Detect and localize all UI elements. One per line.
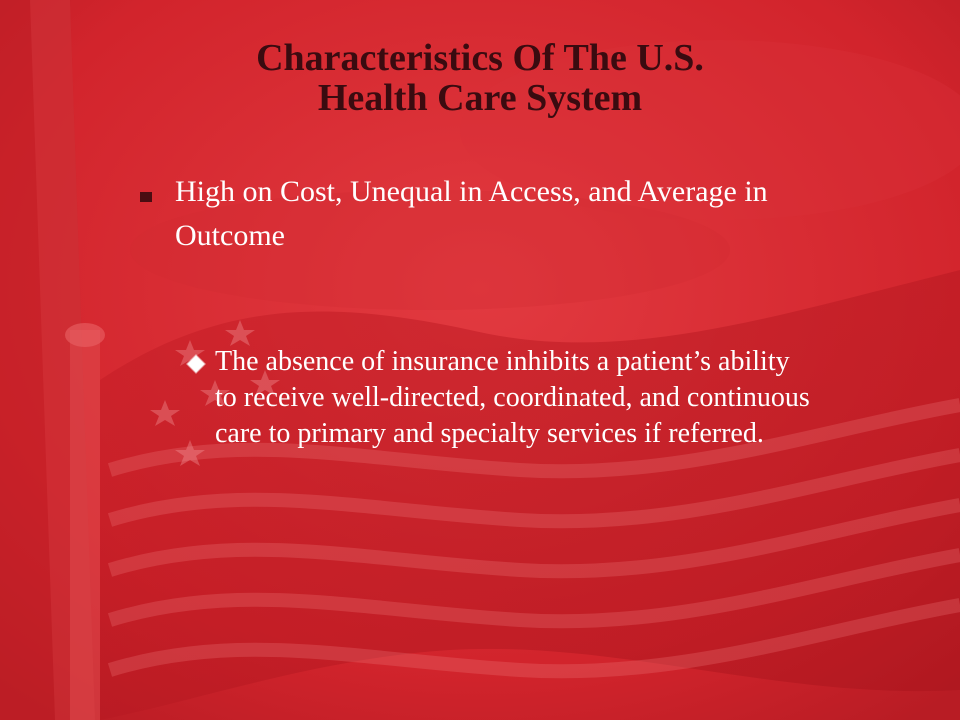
slide-title-line-2: Health Care System (317, 77, 643, 119)
slide-title-line-1: Characteristics Of The U.S. (256, 37, 704, 79)
bullet-text: High on Cost, Unequal in Access, and Average in Outcome (175, 175, 768, 252)
sub-bullet-text: The absence of insurance inhibits a patient’s ability to receive well-directed, coordinated, and continuous care to primary and specialty services if referred. (215, 346, 810, 449)
square-bullet-icon (140, 192, 152, 202)
